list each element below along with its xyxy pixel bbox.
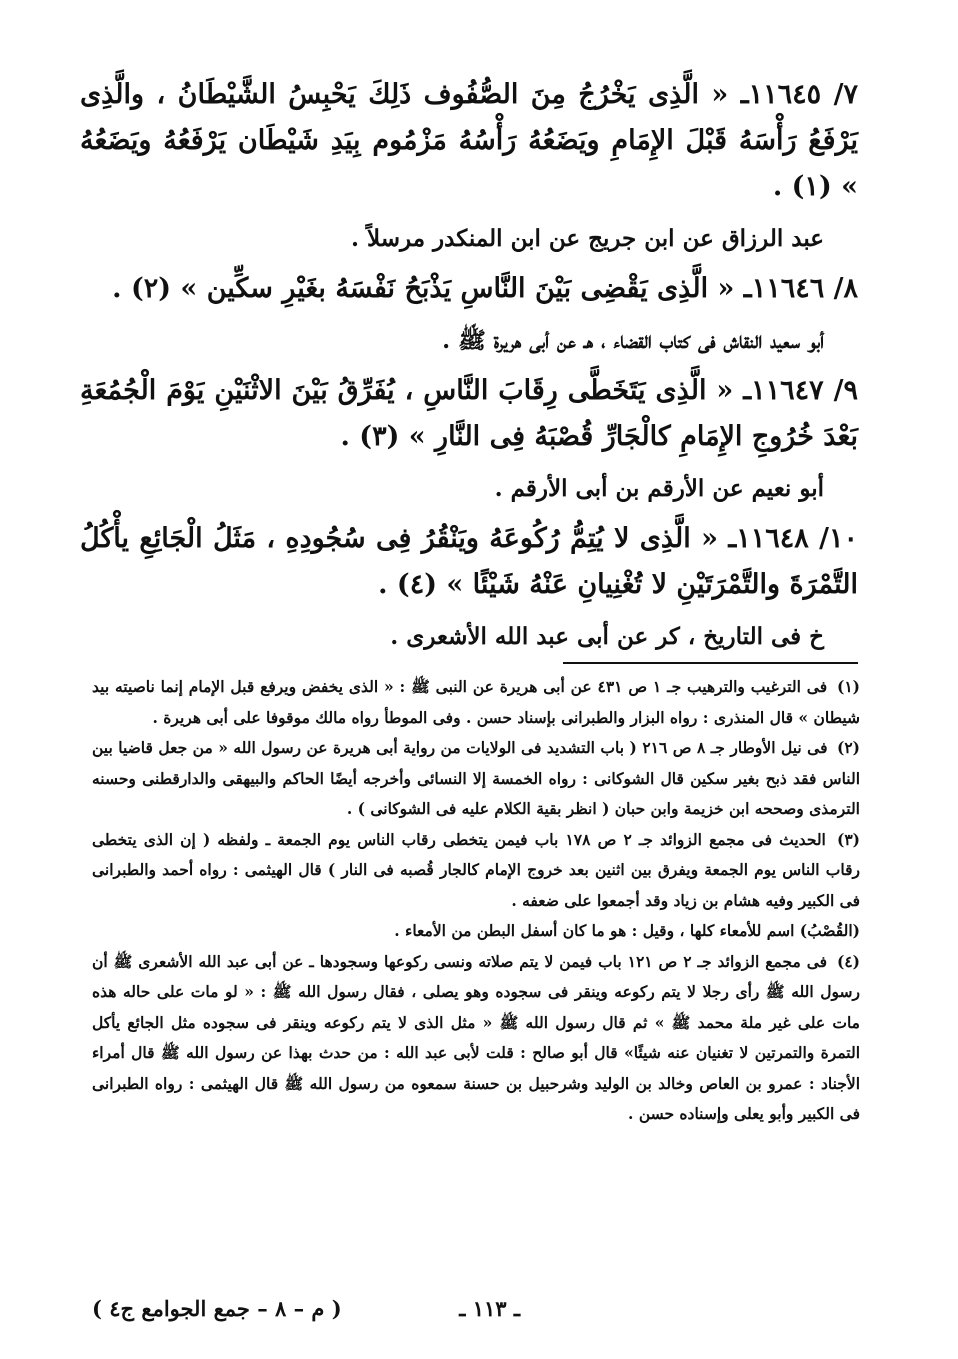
footnote-text: فى الترغيب والترهيب جـ ١ ص ٤٣١ عن أبى هريرة عن النبى ﷺ : « الذى يخفض ويرفع قبل الإمام إنما ناصيته بيد شيطان » قال المنذرى : رواه البزار والطبرانى بإسناد حسن . وفى الموطأ رواه مالك موقوفا على أبى هريرة . bbox=[92, 677, 860, 727]
footnote-2 bbox=[92, 733, 860, 825]
footnote-number: (١) bbox=[836, 677, 860, 696]
footnote-1 bbox=[92, 672, 860, 733]
footnote-number: (٢) bbox=[836, 738, 860, 757]
hadith-entry-2 bbox=[80, 266, 858, 312]
main-text bbox=[80, 72, 858, 664]
footnote-text: فى مجمع الزوائد جـ ٢ ص ١٢١ باب فيمن لا يتم صلاته ونسى ركوعها وسجودها ـ عن أبى عبد الله الأشعرى ﷺ أن رسول الله ﷺ رأى رجلا لا يتم ركوعه وينقر فى سجوده وهو يصلى ، فقال رسول الله ﷺ : « لو مات على حاله هذه مات على غير ملة محمد ﷺ » ثم قال رسول الله ﷺ « مثل الذى لا يتم ركوعه وينقر فى سجوده مثل الجائع يأكل التمرة والتمرتين لا تغنيان عنه شيئًا» قال أبو صالح : قلت لأبى عبد الله : من حدث بهذا عن رسول الله ﷺ قال أمراء الأجناد : عمرو بن العاص وخالد بن الوليد وشرحبيل بن حسنة سمعوه من رسول الله ﷺ قال الهيثمى : رواه الطبرانى فى الكبير وأبو يعلى وإسناده حسن . bbox=[92, 951, 860, 1123]
page-number: ـ ١١٣ ـ bbox=[459, 1296, 520, 1321]
hadith-text: « الَّذِى يَخْرُجُ مِنَ الصُّفُوف ذَلِكَ يَحْبِسُ الشَّيْطَانُ ، والَّذِى يَرْفَعُ رَأْسَهُ قَبْلَ الإِمَامِ ويَضَعُهُ رَأْسُهُ مَزْمُوم بِيَدِ شَيْطَان يَرْفَعُهُ ويَضَعُهُ » (١) . bbox=[80, 79, 858, 202]
hadith-number: ٩/ ١١٦٤٧ـ bbox=[743, 375, 858, 406]
hadith-source-3: أبو نعيم عن الأرقم بن أبى الأرقم . bbox=[494, 475, 824, 502]
footnote-3 bbox=[92, 825, 860, 917]
volume-label: ( م – ٨ – جمع الجوامع ج٤ ) bbox=[92, 1296, 342, 1321]
hadith-text: « الَّذِى يَقْضِى بَيْنَ النَّاسِ يَذْبَحُ نَفْسَهُ بغَيْرِ سكِّين » (٢) . bbox=[112, 273, 735, 304]
hadith-text: « الَّذِى يَتَخَطَّى رِقَابَ النَّاسِ ، يُفَرِّقُ بَيْنَ الاثْنَيْنِ يَوْمَ الْجُمُعَةِ بَعْدَ خُرُوجِ الإِمَامِ كالْجَارِّ قُصْبَهُ فِى النَّارِ » (٣) . bbox=[80, 375, 858, 452]
hadith-source-2: أبو سعيد النقاش فى كتاب القضاء ، هـ عن أبى هريرة ﷺ . bbox=[442, 327, 824, 354]
hadith-text: « الَّذِى لا يُتِمُّ رُكُوعَهُ ويَنْقُرُ فِى سُجُودِهِ ، مَثَلُ الْجَائِعِ يأْكُلُ التَّمْرَةَ والتَّمْرَتَيْنِ لا تُغْنِيانِ عَنْهُ شَيْئًا » (٤) . bbox=[80, 523, 858, 600]
hadith-source-1: عبد الرزاق عن ابن جريج عن ابن المنكدر مرسلاً . bbox=[351, 225, 824, 252]
footnote-4 bbox=[92, 947, 860, 1130]
footnote-number: (٣) bbox=[836, 829, 860, 849]
footnote-text: الحديث فى مجمع الزوائد جـ ٢ ص ١٧٨ باب فيمن يتخطى رقاب الناس يوم الجمعة ـ ولفظه ( إن الذى يتخطى رقاب الناس يوم الجمعة ويفرق بين اثنين بعد خروج الإمام كالجار قُصبه فى النار ) قال الهيثمى : رواه أحمد والطبرانى فى الكبير وفيه هشام بن زياد وقد أجمعوا على ضعفه . bbox=[92, 829, 860, 910]
hadith-entry-4 bbox=[80, 516, 858, 608]
footnote-number: (٤) bbox=[836, 951, 860, 971]
footnotes bbox=[92, 672, 860, 1130]
footnote-text: فى نيل الأوطار جـ ٨ ص ٢١٦ ( باب التشديد فى الولايات من رواية أبى هريرة عن رسول الله « من جعل قاضيا بين الناس فقد ذبح بغير سكين قال الشوكانى : رواه الخمسة إلا النسائى وأخرجه أيضًا الحاكم والبيهقى والدارقطنى وحسنه الترمذى وصححه ابن خزيمة وابن حبان ( انظر بقية الكلام عليه فى الشوكانى ) . bbox=[92, 738, 860, 818]
hadith-number: ٨/ ١١٦٤٦ـ bbox=[743, 273, 858, 304]
hadith-number: ١٠/ ١١٦٤٨ـ bbox=[728, 523, 858, 554]
hadith-number: ٧/ ١١٦٤٥ـ bbox=[740, 79, 858, 110]
footnote-3-gloss: (القُصْبُ) اسم للأمعاء كلها ، وقيل : هو ما كان أسفل البطن من الأمعاء . bbox=[394, 921, 860, 940]
footnote-divider bbox=[563, 662, 858, 664]
hadith-source-4: خ فى التاريخ ، كر عن أبى عبد الله الأشعرى . bbox=[390, 623, 824, 650]
hadith-entry-1 bbox=[80, 72, 858, 210]
page-footer bbox=[92, 1296, 860, 1332]
hadith-entry-3 bbox=[80, 368, 858, 460]
